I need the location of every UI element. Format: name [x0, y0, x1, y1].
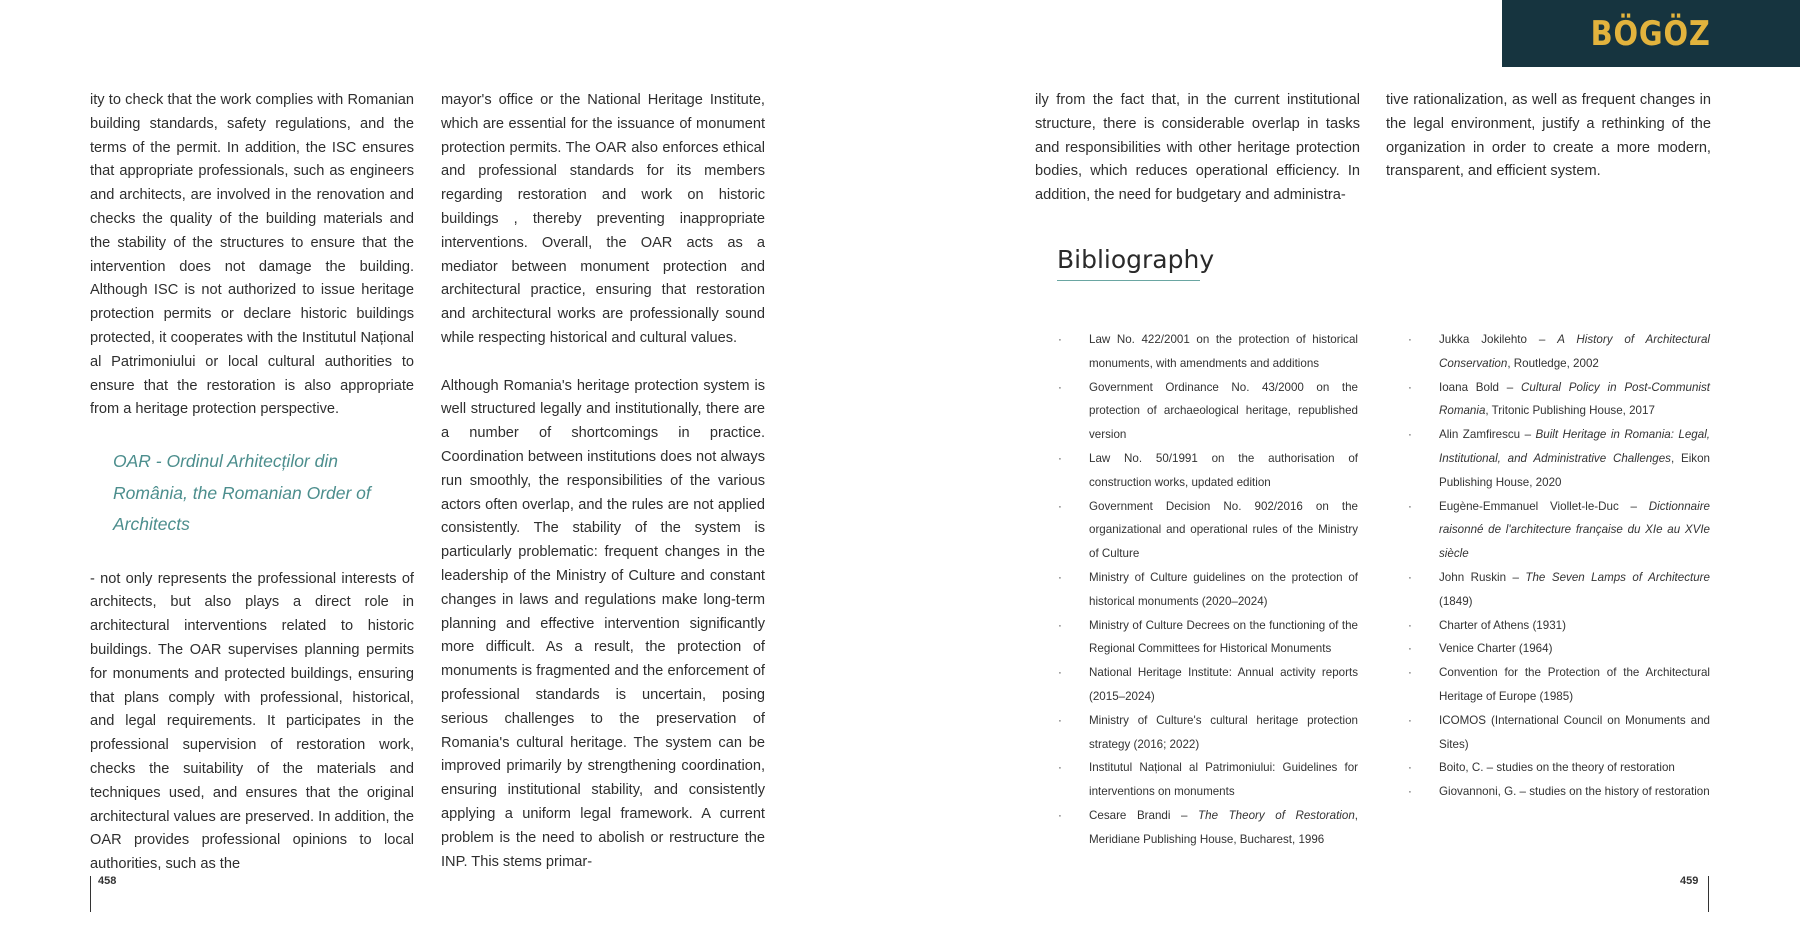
bullet-icon: ·: [1058, 761, 1062, 775]
bibliography-entry-text: Giovannoni, G. – studies on the history of restoration: [1439, 785, 1710, 799]
bibliography-heading: Bibliography: [1057, 244, 1200, 281]
bibliography-entry-text: Government Decision No. 902/2016 on the organizational and operational rules of the Ministry of Culture: [1089, 499, 1358, 561]
bibliography-entry: [1058, 566, 1358, 614]
bibliography-entry: [1408, 661, 1710, 709]
bibliography-entry: [1058, 376, 1358, 447]
bullet-icon: ·: [1408, 713, 1412, 727]
page-margin-rule: [1708, 876, 1709, 912]
bibliography-entry-text: , Routledge, 2002: [1507, 356, 1599, 370]
bibliography-entry-text: Alin Zamfirescu –: [1439, 428, 1536, 442]
brand-logo-text: BÖGÖZ: [1590, 13, 1712, 54]
right-page-column-1: [1035, 89, 1360, 208]
bullet-icon: ·: [1408, 570, 1412, 584]
bibliography-entry: [1408, 495, 1710, 566]
left-page-column-2: [441, 89, 765, 874]
bibliography-list-right: [1408, 328, 1710, 804]
bullet-icon: ·: [1058, 808, 1062, 822]
bibliography-entry: [1408, 756, 1710, 780]
page-margin-rule: [90, 876, 91, 912]
bibliography-entry: [1408, 709, 1710, 757]
bullet-icon: ·: [1058, 618, 1062, 632]
bibliography-entry-text: (1849): [1439, 594, 1473, 608]
bibliography-entry-text: Ministry of Culture's cultural heritage protection strategy (2016; 2022): [1089, 713, 1358, 751]
bibliography-list-left: [1058, 328, 1358, 852]
bibliography-entry-text: Institutul Național al Patrimoniului: Guidelines for interventions on monuments: [1089, 761, 1358, 799]
bullet-icon: ·: [1058, 451, 1062, 465]
bibliography-entry-text: Ioana Bold –: [1439, 380, 1522, 394]
bullet-icon: ·: [1058, 713, 1062, 727]
bibliography-entry-text: , Tritonic Publishing House, 2017: [1485, 404, 1655, 418]
bibliography-entry: [1058, 804, 1358, 852]
bullet-icon: ·: [1408, 499, 1412, 513]
bibliography-entry-text: , Eikon Publishing House, 2020: [1439, 451, 1710, 489]
bibliography-entry-text: Eugène-Emmanuel Viollet-le-Duc –: [1439, 499, 1649, 513]
bibliography-entry: [1058, 756, 1358, 804]
bibliography-entry-text: Ministry of Culture Decrees on the functioning of the Regional Committees for Historical Monuments: [1089, 618, 1358, 656]
bibliography-entry-text: Charter of Athens (1931): [1439, 618, 1566, 632]
bullet-icon: ·: [1058, 333, 1062, 346]
bibliography-entry: [1058, 614, 1358, 662]
body-paragraph: ity to check that the work complies with Romanian building standards, safety regulations, and the terms of the permit. In addition, the ISC ensures that appropriate professionals, such as engineers and architects, are involved in the renovation and checks the quality of the building materials and the stability of the structures to ensure that the intervention does not damage the building. Although ISC is not authorized to issue heritage protection permits or declare historic buildings protected, it cooperates with the Institutul Național al Patrimoniului or local cultural authorities to ensure that the restoration is also appropriate from a heritage protection perspective.: [90, 92, 414, 418]
bullet-icon: ·: [1408, 785, 1412, 799]
bibliography-entry: [1058, 495, 1358, 566]
bibliography-entry-text: Convention for the Protection of the Architectural Heritage of Europe (1985): [1439, 666, 1710, 703]
body-paragraph: ily from the fact that, in the current institutional structure, there is considerable overlap in tasks and responsibilities with other heritage protection bodies, which reduces operational efficiency. In addition, the need for budgetary and administra-: [1035, 92, 1360, 204]
bibliography-entry: [1408, 614, 1710, 638]
bibliography-entry: [1408, 637, 1710, 661]
bibliography-entry-text: Law No. 50/1991 on the authorisation of construction works, updated edition: [1089, 451, 1358, 489]
brand-tab: [1502, 0, 1800, 67]
bibliography-entry: [1408, 780, 1710, 804]
bibliography-entry-text: Cesare Brandi –: [1089, 808, 1199, 822]
bullet-icon: ·: [1058, 380, 1062, 394]
bibliography-entry-text: Government Ordinance No. 43/2000 on the protection of archaeological heritage, republished version: [1089, 380, 1358, 442]
body-paragraph: Although Romania's heritage protection system is well structured legally and institutionally, there are a number of shortcomings in practice. Coordination between institutions does not always run smoothly, the responsibilities of the various actors often overlap, and the rules are not applied consistently. The stability of the system is particularly problematic: frequent changes in the leadership of the Ministry of Culture and constant changes in laws and regulations make long-term planning and effective intervention significantly more difficult. As a result, the protection of monuments is fragmented and the enforcement of professional standards is uncertain, posing serious challenges to the preservation of Romania's cultural heritage. The system can be improved primarily by strengthening coordination, ensuring institutional stability, and consistently applying a uniform legal framework. A current problem is the need to abolish or restructure the INP. This stems primar-: [441, 377, 765, 870]
bibliography-entry-text: ICOMOS (International Council on Monuments and Sites): [1439, 713, 1710, 751]
bibliography-entry-text: , Meridiane Publishing House, Bucharest, 1996: [1089, 808, 1359, 846]
bullet-icon: ·: [1408, 333, 1412, 346]
bullet-icon: ·: [1408, 428, 1412, 442]
left-page-column-1: [90, 89, 414, 877]
bibliography-entry: [1058, 709, 1358, 757]
bullet-icon: ·: [1058, 499, 1062, 513]
right-page-column-2: [1386, 89, 1711, 184]
bullet-icon: ·: [1408, 666, 1412, 680]
bibliography-entry-text: Boito, C. – studies on the theory of restoration: [1439, 761, 1675, 775]
bibliography-entry-title: Built Heritage in Romania: Legal, Institutional, and Administrative Challenges: [1439, 428, 1710, 465]
bibliography-entry-text: Law No. 422/2001 on the protection of historical monuments, with amendments and additions: [1089, 333, 1358, 370]
bibliography-entry: [1058, 328, 1358, 376]
bibliography-entry-text: Jukka Jokilehto –: [1439, 333, 1558, 346]
bibliography-entry: [1408, 423, 1710, 494]
bibliography-entry-text: Venice Charter (1964): [1439, 642, 1553, 656]
bibliography-entry-title: The Seven Lamps of Architecture: [1525, 570, 1710, 584]
body-paragraph: tive rationalization, as well as frequent changes in the legal environment, justify a rethinking of the organization in order to create a more modern, transparent, and efficient system.: [1386, 92, 1711, 180]
bibliography-entry-title: The Theory of Restoration: [1198, 808, 1355, 822]
page-number-left: 458: [98, 875, 117, 887]
bibliography-entry: [1058, 447, 1358, 495]
bibliography-entry-text: Ministry of Culture guidelines on the protection of historical monuments (2020–2024): [1089, 570, 1358, 608]
bibliography-entry: [1408, 566, 1710, 614]
bibliography-entry: [1408, 328, 1710, 376]
bullet-icon: ·: [1408, 618, 1412, 632]
bullet-icon: ·: [1058, 570, 1062, 584]
bullet-icon: ·: [1058, 666, 1062, 680]
bullet-icon: ·: [1408, 642, 1412, 656]
bibliography-entry-title: A History of Architectural Conservation: [1439, 333, 1710, 370]
bibliography-entry: [1408, 376, 1710, 424]
body-paragraph: mayor's office or the National Heritage Institute, which are essential for the issuance of monument protection permits. The OAR also enforces ethical and professional standards for its members regarding restoration and work on historic buildings , thereby preventing inappropriate interventions. Overall, the OAR acts as a mediator between monument protection and architectural practice, ensuring that restoration and architectural works are professionally sound while respecting historical and cultural values.: [441, 92, 765, 346]
bibliography-entry-text: John Ruskin –: [1439, 570, 1526, 584]
bibliography-entry-text: National Heritage Institute: Annual activity reports (2015–2024): [1089, 666, 1358, 703]
pull-quote: OAR - Ordinul Arhitecților din România, the Romanian Order of Architects: [113, 451, 371, 535]
bullet-icon: ·: [1408, 761, 1412, 775]
bibliography-entry-title: Cultural Policy in Post-Communist Romania: [1439, 380, 1710, 418]
bibliography-entry-title: Dictionnaire raisonné de l'architecture française du XIe au XVIe siècle: [1439, 499, 1710, 561]
bibliography-entry: [1058, 661, 1358, 709]
bullet-icon: ·: [1408, 380, 1412, 394]
page-number-right: 459: [1680, 875, 1699, 887]
body-paragraph: - not only represents the professional interests of architects, but also plays a direct role in architectural interventions related to historic buildings. The OAR supervises planning permits for monuments and protected buildings, ensuring that plans comply with professional, historical, and legal requirements. It participates in the professional supervision of restoration work, checks the suitability of the materials and techniques used, and ensures that the original architectural values are preserved. In addition, the OAR provides professional opinions to local authorities, such as the: [90, 570, 414, 873]
